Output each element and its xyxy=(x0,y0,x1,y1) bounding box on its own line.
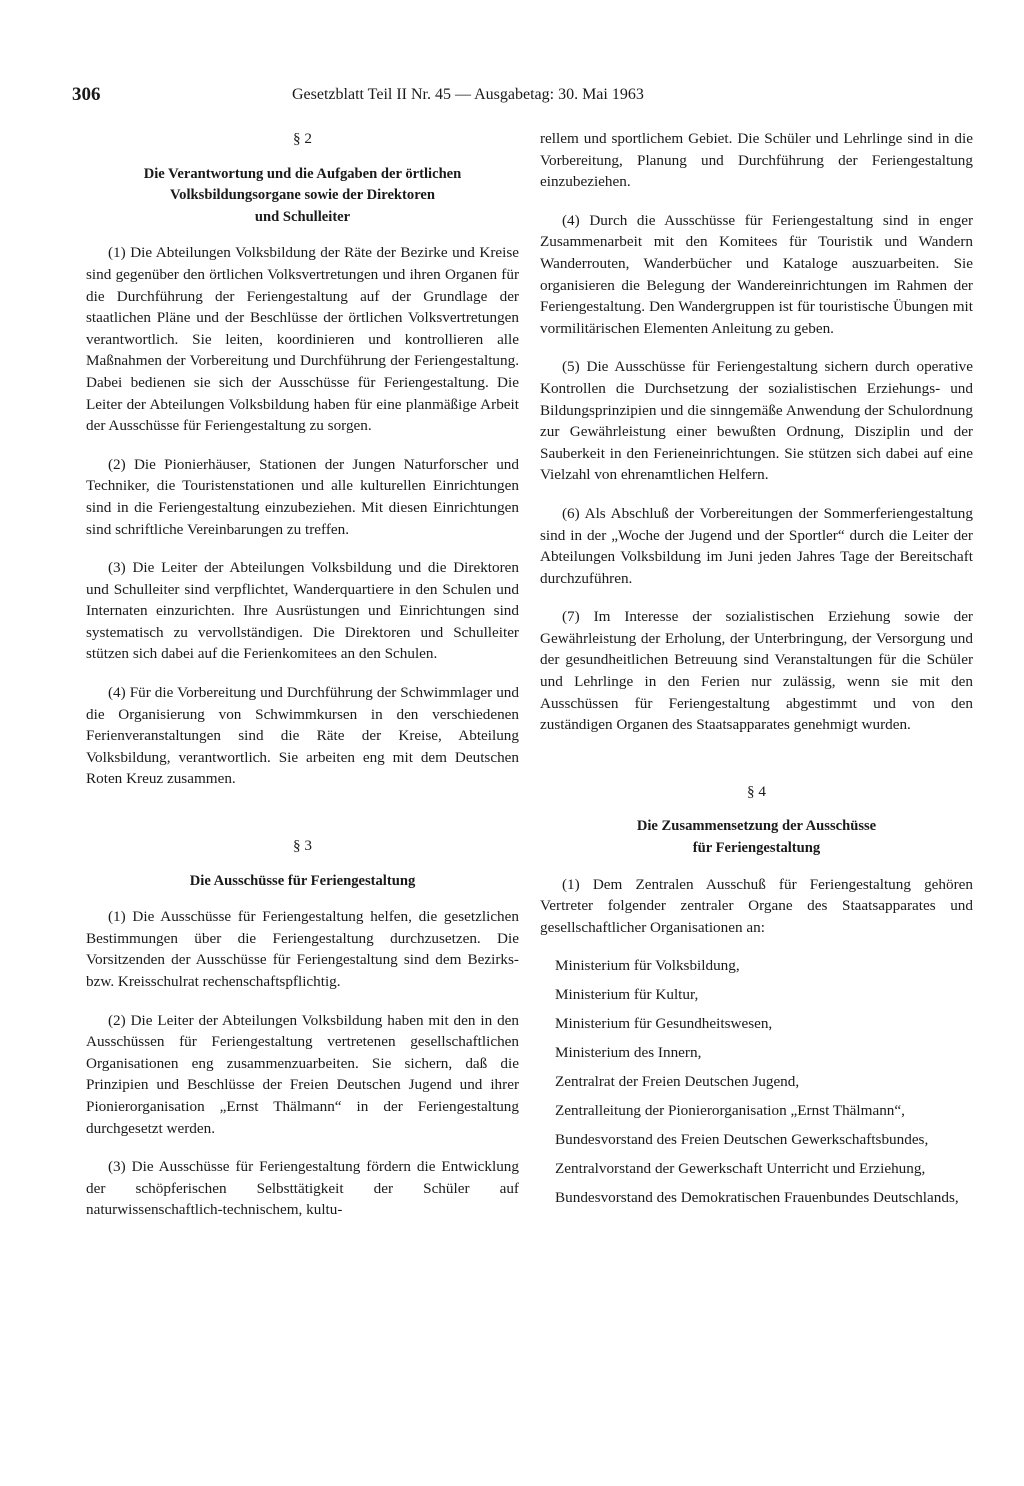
list-item: Zentralleitung der Pionierorganisation „Ernst Thälmann“, xyxy=(555,1102,905,1120)
section-4-title xyxy=(540,816,973,859)
section-4-title-line: Die Zusammensetzung der Ausschüsse xyxy=(636,818,877,835)
s3-paragraph-1: (1) Die Ausschüsse für Feriengestaltung helfen, die gesetzlichen Bestimmungen über die Feriengestaltung durchzusetzen. Die Vorsitzenden der Ausschüsse für Feriengestaltung sind dem Bezirks- bzw. Kreisschulrat rechenschaftspflichtig. xyxy=(86,908,519,990)
s3-paragraph-6: (6) Als Abschluß der Vorbereitungen der Sommerferiengestaltung sind in der „Woche der Jugend und der Sportler“ durch die Leiter der Abteilungen Volksbildung im Juni jeden Jahres Tage der Bereitschaft durchzuführen. xyxy=(540,504,973,587)
running-head: Gesetzblatt Teil II Nr. 45 — Ausgabetag: 30. Mai 1963 xyxy=(292,86,644,103)
s3-paragraph-7: (7) Im Interesse der sozialistischen Erziehung sowie der Gewährleistung der Erholung, der Unterbringung, der Versorgung und der gesundheitlichen Betreuung sind Veranstaltungen für die Schüler und Lehrlinge in den Ferien nur zulässig, wenn sie mit den Ausschüssen für Feriengestaltung abgestimmt und von den zuständigen Organen des Staatsapparates genehmigt wurden. xyxy=(540,608,973,734)
s3-paragraph-2: (2) Die Leiter der Abteilungen Volksbildung haben mit den in den Ausschüssen für Feriengestaltung vertretenen gesellschaftlichen Organisationen eng zusammenzuarbeiten. Sie sichern, daß die Prinzipien und Beschlüsse der Freien Deutschen Jugend und ihrer Pionierorganisation „Ernst Thälmann“ in der Feriengestaltung durchgesetzt werden. xyxy=(86,1011,519,1137)
left-column xyxy=(86,128,519,1238)
section-2-title-line: und Schulleiter xyxy=(254,208,351,225)
s2-paragraph-1: (1) Die Abteilungen Volksbildung der Räte der Bezirke und Kreise sind gegenüber den örtlichen Volksvertretungen und ihren Organen für die Durchführung der Feriengestaltung auf der Grundlage der staatlichen Pläne und der Beschlüsse der örtlichen Volksvertretungen verantwortlich. Sie leiten, koordinieren und kontrollieren alle Maßnahmen der Vorbereitung und Durchführung der Feriengestaltung. Dabei bedienen sie sich der Ausschüsse für Feriengestaltung. Die Leiter der Abteilungen Volksbildung haben für eine planmäßige Arbeit der Ausschüsse für Feriengestaltung zu sorgen. xyxy=(86,244,519,435)
section-2-number: § 2 xyxy=(293,130,312,147)
list-item: Ministerium für Kultur, xyxy=(555,986,699,1004)
s4-paragraph-1: (1) Dem Zentralen Ausschuß für Feriengestaltung gehören Vertreter folgender zentraler Organe des Staatsapparates und gesellschaftlicher Organisationen an: xyxy=(540,875,973,936)
page-number: 306 xyxy=(72,84,101,105)
list-item: Ministerium für Volksbildung, xyxy=(555,957,740,975)
list-item: Zentralrat der Freien Deutschen Jugend, xyxy=(555,1073,800,1091)
page-header xyxy=(72,84,762,110)
s2-paragraph-3: (3) Die Leiter der Abteilungen Volksbildung und die Direktoren und Schulleiter sind verpflichtet, Wanderquartiere in den Schulen und Internaten einzurichten. Ihre Ausrüstungen und Einrichtungen sind systematisch zu vervollständigen. Die Direktoren und Schulleiter stützen sich dabei auf die Ferienkomitees an den Schulen. xyxy=(86,559,519,663)
list-item: Bundesvorstand des Demokratischen Frauenbundes Deutschlands, xyxy=(555,1189,959,1207)
right-column xyxy=(540,128,973,1216)
section-3-title: Die Ausschüsse für Feriengestaltung xyxy=(189,872,416,889)
continuation-paragraph: rellem und sportlichem Gebiet. Die Schüler und Lehrlinge sind in die Vorbereitung, Planung und Durchführung der Feriengestaltung einzubeziehen. xyxy=(540,130,973,191)
list-item: Ministerium für Gesundheitswesen, xyxy=(555,1015,773,1033)
s3-paragraph-3: (3) Die Ausschüsse für Feriengestaltung fördern die Entwicklung der schöpferischen Selbsttätigkeit der Schüler auf naturwissenschaftlich-technischem, kultu- xyxy=(86,1158,519,1219)
s3-paragraph-5: (5) Die Ausschüsse für Feriengestaltung sichern durch operative Kontrollen die Durchsetzung der sozialistischen Erziehungs- und Bildungsprinzipien und die sinngemäße Anwendung der Schulordnung zur Gewährleistung einer bewußten Ordnung, Disziplin und der Sauberkeit in den Ferieneinrichtungen. Sie stützen sich dabei auf eine Vielzahl von ehrenamtlichen Helfern. xyxy=(540,358,973,484)
list-item: Bundesvorstand des Freien Deutschen Gewerkschaftsbundes, xyxy=(555,1131,929,1149)
section-2-title xyxy=(86,164,519,229)
section-2-title-line: Die Verantwortung und die Aufgaben der örtlichen xyxy=(143,165,462,182)
section-4-title-line: für Feriengestaltung xyxy=(692,840,821,857)
section-2-title-line: Volksbildungsorgane sowie der Direktoren xyxy=(169,187,436,204)
list-item: Zentralvorstand der Gewerkschaft Unterricht und Erziehung, xyxy=(555,1160,926,1178)
list-item: Ministerium des Innern, xyxy=(555,1044,702,1062)
organ-list xyxy=(555,955,973,1208)
s3-paragraph-4: (4) Durch die Ausschüsse für Feriengestaltung sind in enger Zusammenarbeit mit den Komitees für Touristik und Wandern Wanderrouten, Wanderbücher und Kataloge auszuarbeiten. Sie organisieren die Belegung der Wandereinrichtungen im Rahmen der Feriengestaltung. Den Wandergruppen ist für touristische Übungen mit vormilitärischen Elementen Anleitung zu geben. xyxy=(540,211,973,337)
section-3-number: § 3 xyxy=(293,837,312,855)
s2-paragraph-2: (2) Die Pionierhäuser, Stationen der Jungen Naturforscher und Techniker, die Touristenstationen und alle kulturellen Einrichtungen sind in die Feriengestaltung einzubeziehen. Mit diesen Einrichtungen sind schriftliche Vereinbarungen zu treffen. xyxy=(86,455,519,538)
section-4-number: § 4 xyxy=(747,782,766,800)
s2-paragraph-4: (4) Für die Vorbereitung und Durchführung der Schwimmlager und die Organisierung von Schwimmkursen in den verschiedenen Ferienveranstaltungen sind die Räte der Kreise, Abteilung Volksbildung, verantwortlich. Sie arbeiten eng mit dem Deutschen Roten Kreuz zusammen. xyxy=(86,684,519,788)
